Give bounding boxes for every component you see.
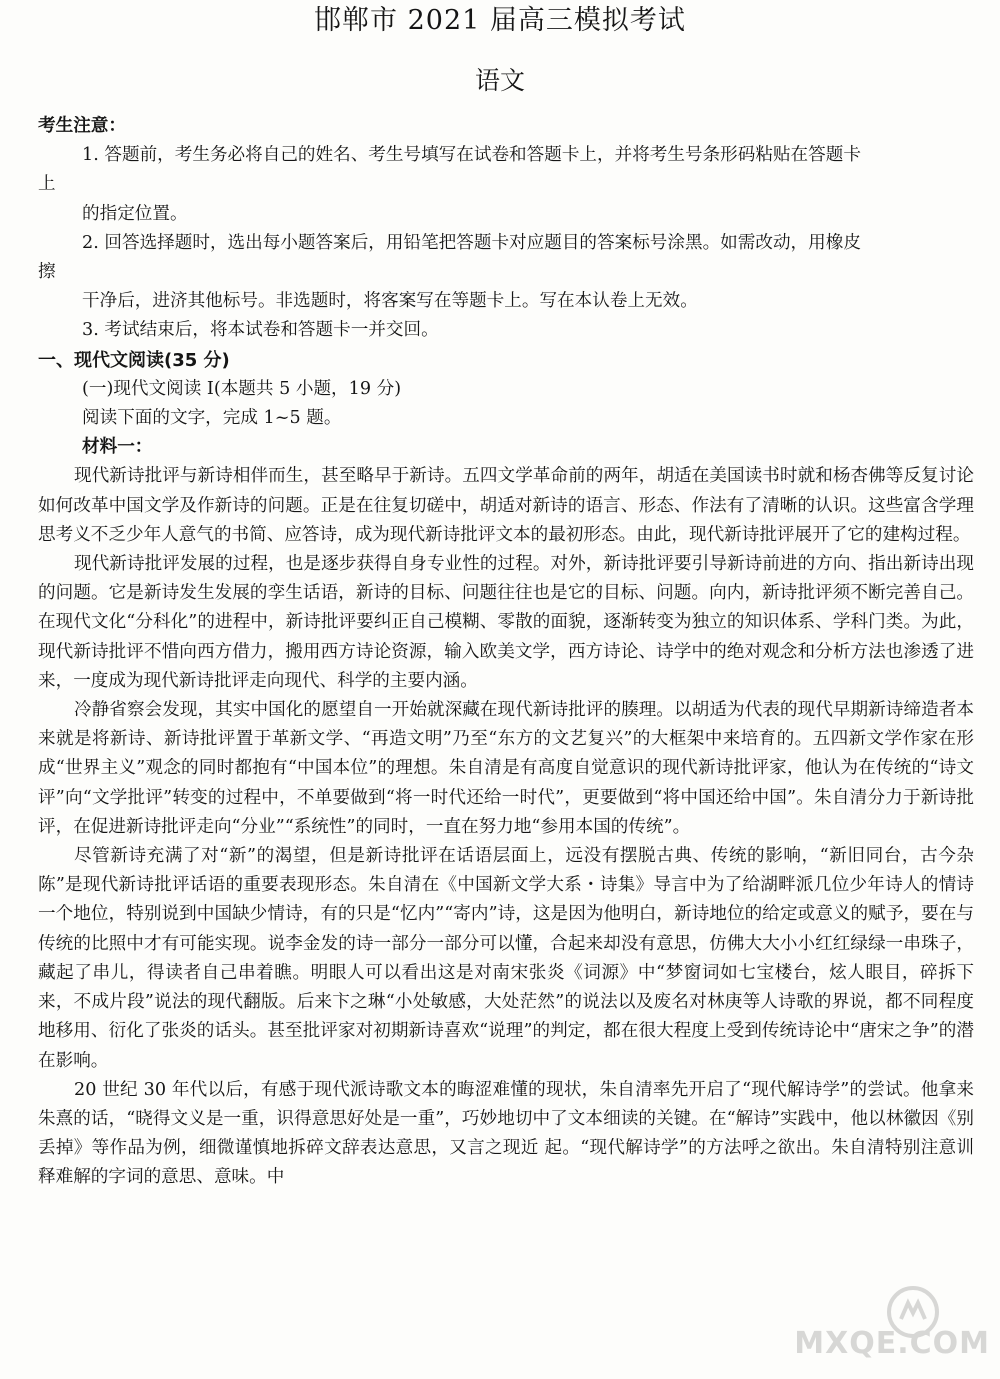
notice-item: 擦 [38,262,56,283]
notice-item: 上 [38,174,56,195]
subject-title: 语文 [474,66,525,95]
watermark [794,1291,990,1361]
exam-title: 邯郸市 2021 届高三模拟考试 [314,5,686,36]
material-label: 材料一： [82,437,153,458]
reading-instruction: 阅读下面的文字，完成 1~5 题。 [82,408,342,429]
notice-item: 干净后，进济其他标号。非选题时，将客案写在等题卡上。写在本认卷上无效。 [82,291,698,312]
passage-paragraph: 尽管新诗充满了对“新”的渴望，但是新诗批评在话语层面上，远没有摆脱古典、传统的影响，“新旧同台，古今杂陈”是现代新诗批评话语的重要表现形态。朱自清在《中国新文学大系・诗集》导言中为了给湖畔派几位少年诗人的情诗一个地位，特别说到中国缺少情诗，有的只是“忆内”“寄内”诗，这是因为他明白，新诗地位的给定或意义的赋予，要在与传统的比照中才有可能实现。说李金发的诗一部分一部分可以懂，合起来却没有意思，仿佛大大小小红红绿绿一串珠子，藏起了串儿，得读者自己串着瞧。明眼人可以看出这是对南宋张炎《词源》中“梦窗词如七宝楼台，炫人眼目，碎拆下来，不成片段”说法的现代翻版。后来卞之琳“小处敏感，大处茫然”的说法以及废名对林庚等人诗歌的界说，都不同程度地移用、衍化了张炎的话头。甚至批评家对初期新诗喜欢“说理”的判定，都在很大程度上受到传统诗论中“唐宋之争”的潜在影响。 [38,846,974,1071]
passage-paragraph: 现代新诗批评与新诗相伴而生，甚至略早于新诗。五四文学革命前的两年，胡适在美国读书时就和杨杏佛等反复讨论如何改革中国文学及作新诗的问题。正是在往复切磋中，胡适对新诗的语言、形态、作法有了清晰的认识。这些富含学理思考义不乏少年人意气的书简、应答诗，成为现代新诗批评文本的最初形态。由此，现代新诗批评展开了它的建构过程。 [38,466,974,545]
section-heading: 一、现代文阅读(35 分) [38,349,230,371]
sub-section-heading: (一)现代文阅读 I(本题共 5 小题，19 分) [82,378,402,399]
passage-paragraph: 20 世纪 30 年代以后，有感于现代派诗歌文本的晦涩难懂的现状，朱自清率先开启了“现代解诗学”的尝试。他拿来朱熹的话，“晓得文义是一重，识得意思好处是一重”，巧妙地切中了文本细读的关键。在“解诗”实践中，他以林徽因《别丢掉》等作品为例，细微谨慎地拆碎文辞表达意思，又言之现近 起。“现代解诗学”的方法呼之欲出。朱自清特别注意训释难解的字词的意思、意味。中 [38,1079,974,1188]
passage-paragraph: 现代新诗批评发展的过程，也是逐步获得自身专业性的过程。对外，新诗批评要引导新诗前进的方向、指出新诗出现的问题。它是新诗发生发展的孪生话语，新诗的目标、问题往往也是它的目标、问题。向内，新诗批评须不断完善自己。在现代文化“分科化”的进程中，新诗批评要纠正自己模糊、零散的面貌，逐渐转变为独立的知识体系、学科门类。为此，现代新诗批评不惜向西方借力，搬用西方诗论资源，输入欧美文学，西方诗论、诗学中的绝对观念和分析方法也渗透了进来，一度成为现代新诗批评走向现代、科学的主要内涵。 [38,554,974,691]
watermark-text: MXQE.COM [794,1326,990,1361]
notice-item: 1. 答题前，考生务必将自己的姓名、考生号填写在试卷和答题卡上，并将考生号条形码粘贴在答题卡 [82,145,861,166]
passage-paragraph: 冷静省察会发现，其实中国化的愿望自一开始就深藏在现代新诗批评的腠理。以胡适为代表的现代早期新诗缔造者本来就是将新诗、新诗批评置于革新文学、“再造文明”乃至“东方的文艺复兴”的大框架中来培育的。五四新文学作家在形成“世界主义”观念的同时都抱有“中国本位”的理想。朱自清是有高度自觉意识的现代新诗批评家，他认为在传统的“诗文评”向“文学批评”转变的过程中，不单要做到“将一时代还给一时代”，更要做到“将中国还给中国”。朱自清分力于新诗批评，在促进新诗批评走向“分业”“系统性”的同时，一直在努力地“参用本国的传统”。 [38,700,974,837]
exam-body [38,112,974,1193]
notice-heading: 考生注意： [38,116,126,136]
notice-item: 2. 回答选择题时，选出每小题答案后，用铅笔把答题卡对应题目的答案标号涂黑。如需改动，用橡皮 [82,232,861,253]
notice-item: 的指定位置。 [82,203,188,224]
notice-item: 3. 考试结束后，将本试卷和答题卡一并交回。 [82,320,439,341]
